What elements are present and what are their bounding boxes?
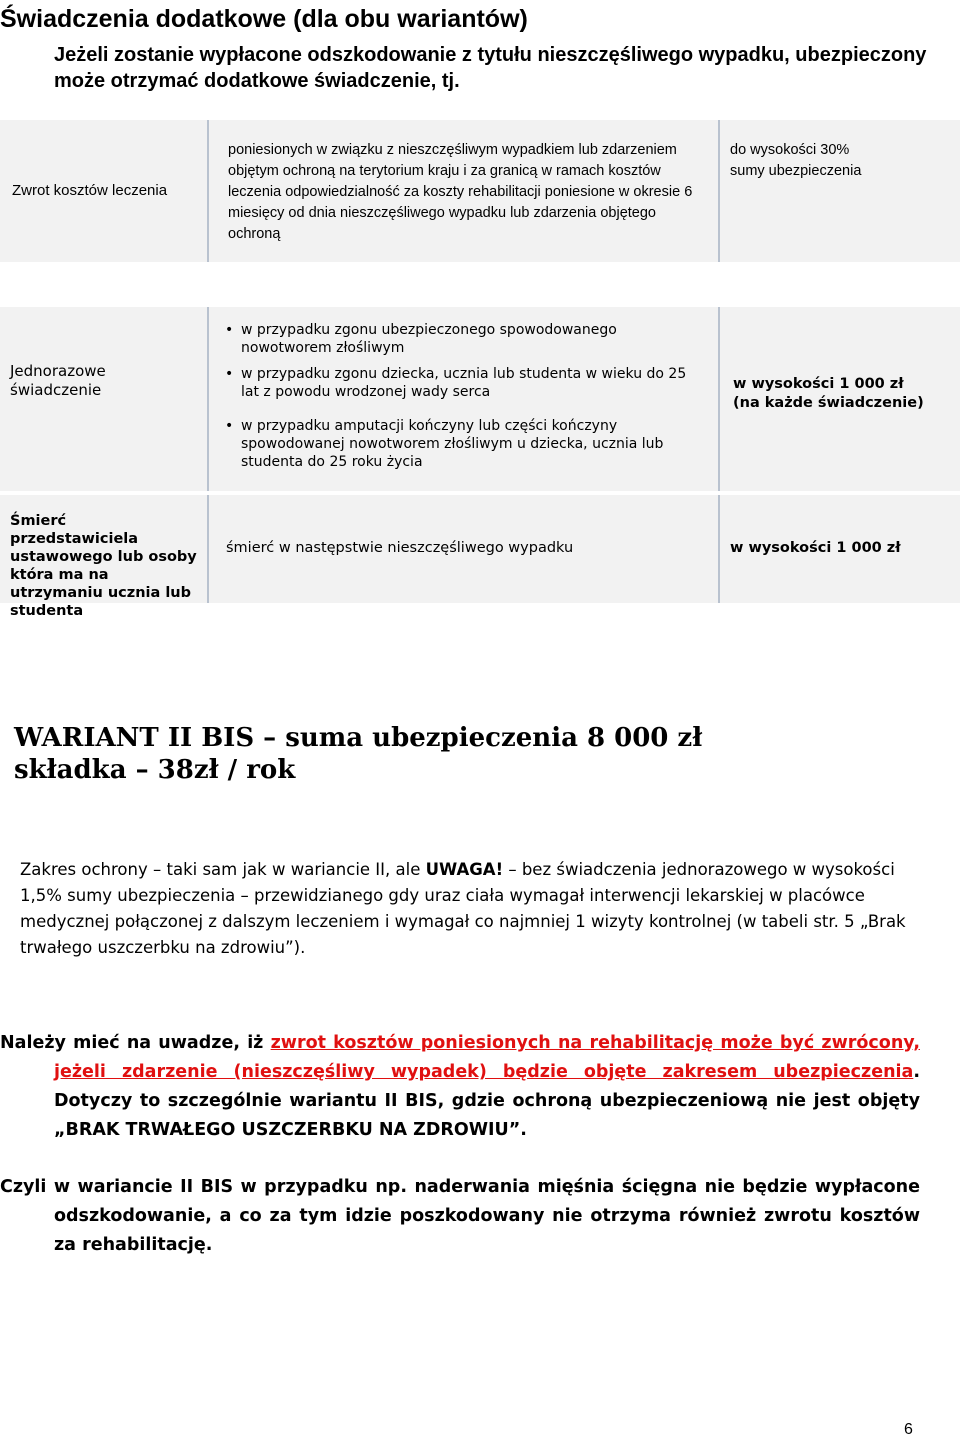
bullet-dot-icon: • — [225, 366, 234, 382]
table-divider — [718, 495, 720, 603]
list-item: • w przypadku zgonu ubezpieczonego spowodowanego nowotworem złośliwym — [225, 322, 617, 356]
rehabilitation-note: Należy mieć na uwadze, iż zwrot kosztów poniesionych na rehabilitację może być zwrócony, jeżeli zdarzenie (nieszczęśliwy wypadek) będzie objęte zakresem ubezpieczenia. Dotyczy to szczególnie wariantu II BIS, gdzie ochroną ubezpieczeniową nie jest objęty „BRAK TRWAŁEGO USZCZERBKU NA ZDROWIU”. — [0, 1033, 920, 1140]
page-subtitle: Jeżeli zostanie wypłacone odszkodowanie z tytułu nieszczęśliwego wypadku, ubezpieczony może otrzymać dodatkowe świadczenie, tj. — [54, 44, 927, 92]
list-item: • w przypadku amputacji kończyny lub części kończyny spowodowanej nowotworem złośliwym u dziecka, ucznia lub studenta do 25 roku życia — [225, 418, 664, 470]
table-row-death-of-guardian — [0, 495, 960, 619]
example-note: Czyli w wariancie II BIS w przypadku np. naderwania mięśnia ścięgna nie będzie wypłacone odszkodowanie, a co za tym idzie poszkodowany nie otrzyma również zwrotu kosztów za rehabilitację. — [0, 1177, 920, 1255]
table-divider — [207, 307, 209, 491]
table-row-one-time-benefit — [0, 307, 960, 491]
bullet-list — [225, 321, 705, 471]
table-divider — [718, 120, 720, 262]
table-divider — [718, 307, 720, 491]
row-amount: w wysokości 1 000 zł — [730, 540, 901, 556]
variant-premium: składka – 38zł / rok — [14, 755, 296, 785]
bullet-dot-icon: • — [225, 418, 234, 434]
page-title: Świadczenia dodatkowe (dla obu wariantów) — [0, 5, 528, 33]
row-amount: w wysokości 1 000 zł (na każde świadczenie) — [733, 376, 924, 411]
table-divider — [207, 495, 209, 603]
row-name: Śmierć przedstawiciela ustawowego lub osoby która ma na utrzymaniu ucznia lub studenta — [10, 513, 197, 619]
list-item: • w przypadku zgonu dziecka, ucznia lub studenta w wieku do 25 lat z powodu wrodzonej wady serca — [225, 366, 687, 400]
row-name: Zwrot kosztów leczenia — [12, 182, 168, 199]
table-divider — [207, 120, 209, 262]
page-number: 6 — [904, 1421, 913, 1438]
scope-paragraph: Zakres ochrony – taki sam jak w wariancie II, ale UWAGA! – bez świadczenia jednorazowego w wysokości 1,5% sumy ubezpieczenia – przewidzianego gdy uraz ciała wymagał interwencji lekarskiej w placówce medycznej połączonej z dalszym leczeniem i wymagał co najmniej 1 wizyty kontrolnej (w tabeli str. 5 „Brak trwałego uszczerbku na zdrowiu”). — [20, 860, 906, 957]
row-name: Jednorazowe świadczenie — [10, 362, 106, 399]
variant-heading — [14, 722, 702, 786]
row-amount: do wysokości 30% sumy ubezpieczenia — [730, 142, 862, 179]
row-description: śmierć w następstwie nieszczęśliwego wypadku — [226, 540, 574, 556]
row-bullets — [225, 321, 705, 479]
warning-label: UWAGA! — [425, 860, 504, 879]
row-description: poniesionych w związku z nieszczęśliwym wypadkiem lub zdarzeniem objętym ochroną na terytorium kraju i za granicą w ramach kosztów leczenia odpowiedzialność za koszty rehabilitacji poniesione w okresie 6 miesięcy od dnia nieszczęśliwego wypadku lub zdarzenia objętego ochroną — [228, 142, 693, 242]
bullet-dot-icon: • — [225, 322, 234, 338]
variant-sum: WARIANT II BIS – suma ubezpieczenia 8 000 zł — [14, 723, 703, 753]
highlighted-text: zwrot kosztów poniesionych na rehabilitację może być zwrócony, jeżeli zdarzenie (nieszczęśliwy wypadek) będzie objęte zakresem ubezpieczenia — [54, 1033, 920, 1082]
table-row-treatment-costs — [0, 120, 960, 262]
